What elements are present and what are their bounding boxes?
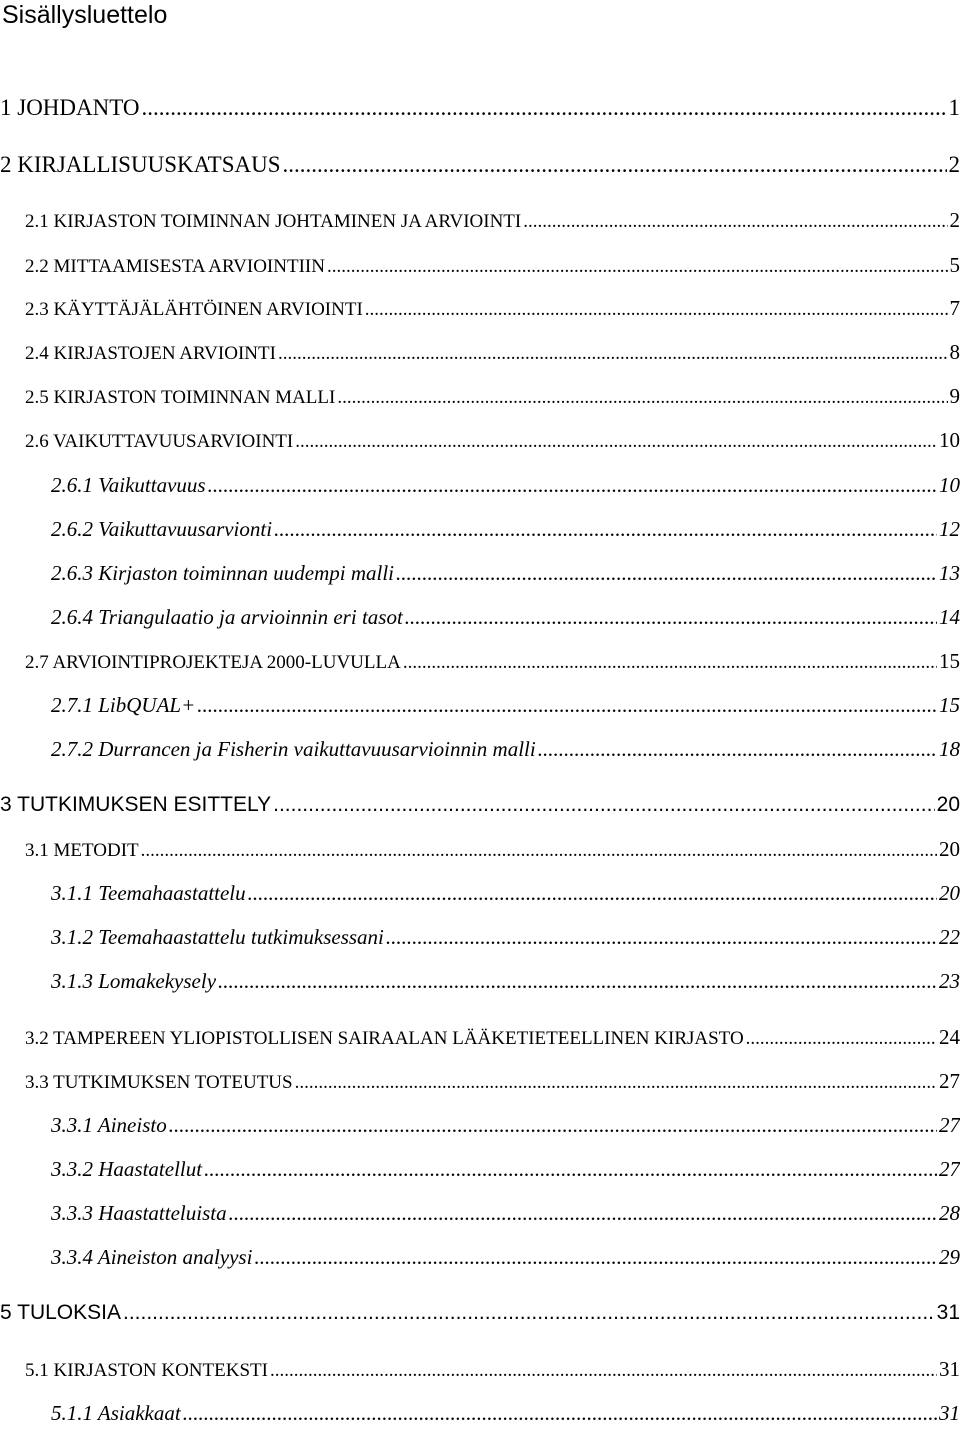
toc-entry-label: 2.4 KIRJASTOJEN ARVIOINTI [25,343,276,365]
toc-entry-page: 15 [939,649,960,674]
toc-entry-page: 20 [939,837,960,862]
toc-entry-page: 22 [939,925,960,950]
toc-leader-dots [538,737,937,765]
toc-entry-label: 3 TUTKIMUKSEN ESITTELY [0,793,271,817]
toc-entry[interactable] [0,473,960,505]
toc-entry-page: 31 [939,1357,960,1382]
toc-entry-label: 2.6.4 Triangulaatio ja arvioinnin eri tasot [51,605,403,630]
toc-entry-page: 28 [939,1201,960,1226]
toc-entry[interactable] [0,605,960,637]
toc-entry[interactable] [0,208,960,240]
toc-entry[interactable] [0,384,960,416]
toc-entry[interactable] [0,1245,960,1277]
toc-entry-label: 3.3.3 Haastatteluista [51,1201,227,1226]
toc-entry-label: 2.7.2 Durrancen ja Fisherin vaikuttavuusarvioinnin malli [51,737,536,762]
toc-entry[interactable] [0,253,960,285]
toc-entry-page: 1 [949,95,960,121]
toc-leader-dots [169,1113,937,1141]
toc-leader-dots [327,256,948,284]
toc-entry-page: 8 [950,340,960,365]
toc-entry-label: 5.1.1 Asiakkaat [51,1401,181,1426]
toc-entry[interactable] [0,1301,960,1333]
toc-leader-dots [229,1201,937,1229]
toc-entry[interactable] [0,428,960,460]
toc-entry-page: 23 [939,969,960,994]
toc-entry-label: 2.2 MITTAAMISESTA ARVIOINTIIN [25,256,325,278]
toc-leader-dots [274,517,937,545]
toc-entry-page: 7 [950,296,960,321]
toc-entry-page: 14 [939,605,960,630]
toc-entry[interactable] [0,152,960,184]
toc-entry-label: 3.3.2 Haastatellut [51,1157,202,1182]
toc-entry[interactable] [0,561,960,593]
toc-entry-page: 2 [950,208,960,233]
toc-leader-dots [270,1360,937,1388]
toc-entry-label: 2.7 ARVIOINTIPROJEKTEJA 2000-LUVULLA [25,652,401,674]
toc-entry-label: 3.1.1 Teemahaastattelu [51,881,246,906]
toc-leader-dots [204,1157,937,1185]
toc-leader-dots [278,343,948,371]
toc-entry[interactable] [0,1069,960,1101]
toc-entry-page: 10 [939,473,960,498]
toc-entry[interactable] [0,693,960,725]
toc-leader-dots [197,693,937,721]
toc-leader-dots [273,793,935,821]
toc-leader-dots [141,840,937,868]
toc-leader-dots [396,561,937,589]
toc-entry-page: 15 [939,693,960,718]
toc-heading: Sisällysluettelo [2,0,167,30]
toc-entry-label: 2.3 KÄYTTÄJÄLÄHTÖINEN ARVIOINTI [25,299,363,321]
toc-entry-page: 9 [950,384,960,409]
toc-leader-dots [386,925,937,953]
toc-entry-page: 10 [939,428,960,453]
toc-entry-label: 3.3 TUTKIMUKSEN TOTEUTUS [25,1072,293,1094]
toc-leader-dots [295,431,937,459]
toc-entry[interactable] [0,837,960,869]
toc-entry-page: 31 [937,1301,960,1325]
toc-entry-page: 29 [939,1245,960,1270]
toc-entry-page: 2 [949,152,960,178]
toc-entry-page: 20 [937,793,960,817]
toc-entry[interactable] [0,1357,960,1389]
toc-entry-label: 2.6 VAIKUTTAVUUSARVIOINTI [25,431,293,453]
toc-entry[interactable] [0,340,960,372]
toc-entry-label: 2.6.1 Vaikuttavuus [51,473,206,498]
toc-entry-page: 31 [939,1401,960,1426]
toc-entry-page: 12 [939,517,960,542]
toc-entry-label: 3.3.4 Aineiston analyysi [51,1245,252,1270]
toc-leader-dots [405,605,937,633]
toc-entry-label: 3.1 METODIT [25,840,139,862]
toc-entry-label: 2.6.3 Kirjaston toiminnan uudempi malli [51,561,394,586]
toc-entry[interactable] [0,1025,960,1057]
toc-entry[interactable] [0,517,960,549]
toc-entry-label: 2 KIRJALLISUUSKATSAUS [0,152,281,178]
toc-leader-dots [248,881,937,909]
toc-leader-dots [283,152,947,180]
toc-entry-page: 18 [939,737,960,762]
toc-entry-label: 5 TULOKSIA [0,1301,121,1325]
toc-leader-dots [746,1028,937,1056]
toc-leader-dots [365,299,948,327]
toc-entry-label: 3.1.2 Teemahaastattelu tutkimuksessani [51,925,384,950]
toc-entry-label: 2.6.2 Vaikuttavuusarvionti [51,517,272,542]
toc-entry[interactable] [0,969,960,1001]
toc-leader-dots [254,1245,937,1273]
toc-entry-label: 2.7.1 LibQUAL+ [51,693,195,718]
toc-entry-label: 3.2 TAMPEREEN YLIOPISTOLLISEN SAIRAALAN LÄÄKETIETEELLINEN KIRJASTO [25,1028,744,1050]
toc-entry-page: 13 [939,561,960,586]
toc-entry-label: 2.1 KIRJASTON TOIMINNAN JOHTAMINEN JA ARVIOINTI [25,211,521,233]
toc-entry[interactable] [0,925,960,957]
toc-entry-page: 20 [939,881,960,906]
toc-entry[interactable] [0,881,960,913]
toc-entry[interactable] [0,296,960,328]
toc-leader-dots [183,1401,937,1429]
toc-entry[interactable] [0,737,960,769]
toc-entry[interactable] [0,1401,960,1433]
toc-entry[interactable] [0,649,960,681]
toc-entry-label: 2.5 KIRJASTON TOIMINNAN MALLI [25,387,335,409]
toc-entry-label: 3.1.3 Lomakekysely [51,969,216,994]
toc-leader-dots [523,211,947,239]
toc-entry-label: 1 JOHDANTO [0,95,140,121]
toc-leader-dots [337,387,947,415]
toc-entry[interactable] [0,1157,960,1189]
toc-entry-page: 27 [939,1113,960,1138]
toc-entry-page: 24 [939,1025,960,1050]
toc-entry-page: 27 [939,1069,960,1094]
toc-entry[interactable] [0,1113,960,1145]
toc-entry[interactable] [0,1201,960,1233]
toc-leader-dots [142,95,947,123]
toc-entry[interactable] [0,793,960,825]
toc-entry[interactable] [0,95,960,127]
toc-leader-dots [123,1301,935,1329]
toc-entry-label: 5.1 KIRJASTON KONTEKSTI [25,1360,268,1382]
toc-leader-dots [208,473,937,501]
toc-leader-dots [295,1072,937,1100]
toc-leader-dots [403,652,937,680]
toc-entry-page: 5 [950,253,960,278]
toc-entry-label: 3.3.1 Aineisto [51,1113,167,1138]
toc-entry-page: 27 [939,1157,960,1182]
toc-leader-dots [218,969,937,997]
